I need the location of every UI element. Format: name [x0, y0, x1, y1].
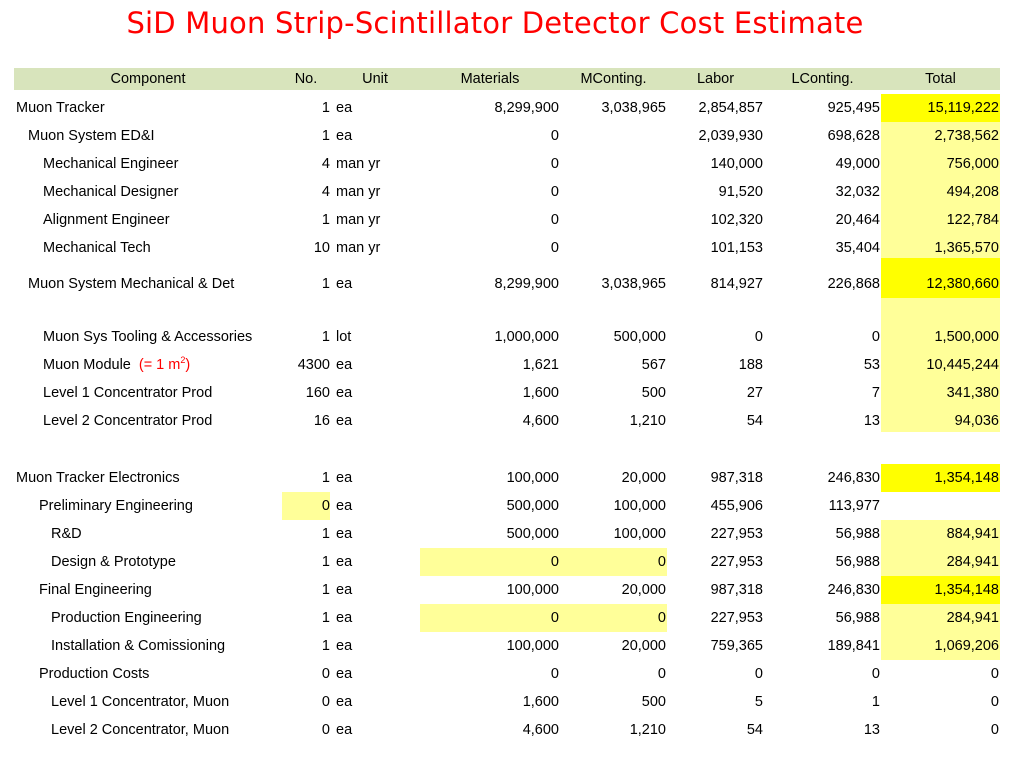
header-materials: Materials [460, 71, 520, 87]
cell-labor: 54 [746, 722, 763, 738]
cell-total: 1,069,206 [934, 638, 999, 654]
header-no: No. [294, 71, 318, 87]
cell-lconting: 113,977 [828, 498, 880, 514]
cell-component: Final Engineering [39, 582, 152, 598]
cell-no: 0 [321, 666, 330, 682]
cell-component: Design & Prototype [51, 554, 176, 570]
cell-no: 1 [321, 100, 330, 116]
cell-mconting: 500,000 [613, 329, 666, 345]
cell-component: Mechanical Designer [43, 184, 179, 200]
cell-component: Mechanical Engineer [43, 156, 179, 172]
cell-labor: 227,953 [710, 526, 763, 542]
cell-mconting: 500 [641, 385, 666, 401]
cell-mconting: 20,000 [621, 638, 666, 654]
cell-no: 0 [321, 498, 330, 514]
cell-unit: ea [336, 276, 353, 292]
cell-labor: 2,854,857 [698, 100, 763, 116]
cell-lconting: 925,495 [827, 100, 880, 116]
cell-mconting: 100,000 [613, 498, 666, 514]
cell-unit: ea [336, 357, 353, 373]
cell-mconting: 500 [641, 694, 666, 710]
cell-lconting: 0 [871, 666, 880, 682]
cell-no: 0 [321, 694, 330, 710]
cell-mconting: 1,210 [629, 722, 666, 738]
cell-labor: 2,039,930 [698, 128, 763, 144]
cell-materials: 0 [550, 128, 559, 144]
cell-no: 160 [305, 385, 330, 401]
cell-mconting: 20,000 [621, 582, 666, 598]
cell-total: 341,380 [946, 385, 999, 401]
cell-component: Level 1 Concentrator, Muon [51, 694, 230, 710]
cell-materials: 4,600 [522, 413, 559, 429]
cell-materials: 1,000,000 [494, 329, 559, 345]
cell-materials: 0 [550, 666, 559, 682]
cell-component: Muon Tracker Electronics [16, 470, 180, 486]
cell-no: 4 [321, 184, 330, 200]
cell-no: 1 [321, 582, 330, 598]
cell-no: 0 [321, 722, 330, 738]
cell-no: 1 [321, 329, 330, 345]
cell-no: 1 [321, 276, 330, 292]
cell-materials: 8,299,900 [494, 100, 559, 116]
header-unit: Unit [362, 71, 388, 87]
cell-lconting: 1 [871, 694, 880, 710]
cell-materials: 100,000 [506, 582, 559, 598]
cell-lconting: 20,464 [835, 212, 880, 228]
cell-mconting: 20,000 [621, 470, 666, 486]
cell-component: Production Engineering [51, 610, 202, 626]
cell-unit: ea [336, 666, 353, 682]
cell-labor: 101,153 [710, 240, 763, 256]
cell-lconting: 246,830 [827, 470, 880, 486]
cell-lconting: 7 [871, 385, 880, 401]
cell-materials: 1,600 [522, 694, 559, 710]
cell-materials: 0 [550, 212, 559, 228]
cell-no: 1 [321, 638, 330, 654]
header-labor: Labor [696, 71, 735, 87]
cell-unit: ea [336, 128, 353, 144]
cell-total: 284,941 [946, 554, 999, 570]
cell-total: 10,445,244 [926, 357, 999, 373]
cell-unit: man yr [336, 184, 381, 200]
cell-total: 1,354,148 [934, 470, 999, 486]
cell-unit: ea [336, 610, 353, 626]
cell-component: R&D [51, 526, 82, 542]
cell-total: 756,000 [946, 156, 999, 172]
cell-materials: 100,000 [506, 470, 559, 486]
cell-unit: lot [336, 329, 352, 345]
cell-labor: 188 [738, 357, 763, 373]
cell-component: Muon Sys Tooling & Accessories [43, 329, 253, 345]
cell-mconting: 1,210 [629, 413, 666, 429]
cell-materials: 4,600 [522, 722, 559, 738]
cell-unit: ea [336, 498, 353, 514]
cell-mconting: 0 [657, 666, 666, 682]
cell-no: 1 [321, 212, 330, 228]
cell-no: 1 [321, 526, 330, 542]
cell-component: Level 2 Concentrator Prod [43, 413, 213, 429]
cell-lconting: 56,988 [835, 554, 880, 570]
cell-total: 1,354,148 [934, 582, 999, 598]
cell-total: 2,738,562 [934, 128, 999, 144]
cell-mconting: 0 [657, 554, 666, 570]
cell-unit: man yr [336, 156, 381, 172]
cell-labor: 455,906 [710, 498, 763, 514]
cell-lconting: 53 [863, 357, 880, 373]
cell-component: Level 1 Concentrator Prod [43, 385, 213, 401]
cell-mconting: 100,000 [613, 526, 666, 542]
cell-component: Level 2 Concentrator, Muon [51, 722, 230, 738]
cell-lconting: 0 [871, 329, 880, 345]
cell-labor: 227,953 [710, 610, 763, 626]
cell-materials: 0 [550, 554, 559, 570]
cell-unit: ea [336, 413, 353, 429]
cell-materials: 0 [550, 240, 559, 256]
cell-labor: 0 [754, 329, 763, 345]
cell-total: 1,365,570 [934, 240, 999, 256]
cell-no: 1 [321, 128, 330, 144]
cell-total: 94,036 [954, 413, 999, 429]
cell-unit: ea [336, 582, 353, 598]
cell-total: 494,208 [946, 184, 999, 200]
header-total: Total [925, 71, 956, 87]
cell-mconting: 0 [657, 610, 666, 626]
cell-component: Muon Tracker [16, 100, 105, 116]
cell-materials: 0 [550, 610, 559, 626]
cell-no: 1 [321, 610, 330, 626]
cell-labor: 227,953 [710, 554, 763, 570]
cell-lconting: 698,628 [827, 128, 880, 144]
cell-total: 884,941 [946, 526, 999, 542]
cell-labor: 91,520 [718, 184, 763, 200]
cell-materials: 500,000 [506, 526, 559, 542]
cell-component: Muon System ED&I [28, 128, 155, 144]
cell-total: 12,380,660 [926, 276, 999, 292]
cell-no: 4 [321, 156, 330, 172]
cell-no: 10 [313, 240, 330, 256]
header-lconting: LConting. [791, 71, 854, 87]
cell-no: 4300 [297, 357, 330, 373]
cell-lconting: 13 [863, 722, 880, 738]
cell-materials: 1,600 [522, 385, 559, 401]
cell-component: Mechanical Tech [43, 240, 151, 256]
header-component: Component [110, 71, 186, 87]
cell-lconting: 13 [863, 413, 880, 429]
cell-unit: man yr [336, 212, 381, 228]
cell-labor: 140,000 [710, 156, 763, 172]
cell-unit: ea [336, 526, 353, 542]
cell-component: Muon Module (= 1 $m^2$) [43, 355, 191, 373]
cell-total: 1,500,000 [934, 329, 999, 345]
cell-total: 0 [990, 722, 999, 738]
cell-unit: ea [336, 470, 353, 486]
cell-unit: ea [336, 100, 353, 116]
cell-lconting: 189,841 [827, 638, 880, 654]
cell-materials: 100,000 [506, 638, 559, 654]
cell-labor: 27 [746, 385, 763, 401]
cell-materials: 8,299,900 [494, 276, 559, 292]
cell-lconting: 35,404 [835, 240, 880, 256]
cell-unit: man yr [336, 240, 381, 256]
cell-mconting: 3,038,965 [601, 276, 666, 292]
cell-labor: 759,365 [710, 638, 763, 654]
cell-lconting: 226,868 [827, 276, 880, 292]
cell-labor: 0 [754, 666, 763, 682]
cell-component: Alignment Engineer [43, 212, 170, 228]
cell-total: 284,941 [946, 610, 999, 626]
cell-labor: 102,320 [710, 212, 763, 228]
cell-lconting: 49,000 [835, 156, 880, 172]
cell-materials: 0 [550, 184, 559, 200]
page-title: SiD Muon Strip-Scintillator Detector Cost Estimate [126, 6, 864, 40]
cell-total: 0 [990, 694, 999, 710]
cell-unit: ea [336, 385, 353, 401]
cell-total: 122,784 [946, 212, 999, 228]
cell-component: Muon System Mechanical & Det [28, 276, 235, 292]
cell-component: Production Costs [39, 666, 150, 682]
cell-no: 16 [313, 413, 330, 429]
cell-lconting: 56,988 [835, 610, 880, 626]
cell-mconting: 567 [641, 357, 666, 373]
cell-total: 0 [990, 666, 999, 682]
cell-mconting: 3,038,965 [601, 100, 666, 116]
cell-no: 1 [321, 554, 330, 570]
cell-materials: 0 [550, 156, 559, 172]
cell-labor: 814,927 [710, 276, 763, 292]
cell-lconting: 56,988 [835, 526, 880, 542]
cell-labor: 987,318 [710, 582, 763, 598]
header-mconting: MConting. [580, 71, 647, 87]
cell-total: 15,119,222 [927, 100, 999, 116]
cell-materials: 500,000 [506, 498, 559, 514]
cell-component: Installation & Comissioning [51, 638, 226, 654]
cell-labor: 5 [754, 694, 763, 710]
cell-materials: 1,621 [522, 357, 559, 373]
cell-unit: ea [336, 638, 353, 654]
component-note: (= 1 $m^2$) [138, 355, 191, 373]
cell-component: Preliminary Engineering [39, 498, 193, 514]
cell-labor: 54 [746, 413, 763, 429]
cell-unit: ea [336, 694, 353, 710]
cell-lconting: 32,032 [835, 184, 880, 200]
cell-labor: 987,318 [710, 470, 763, 486]
cell-lconting: 246,830 [827, 582, 880, 598]
cell-unit: ea [336, 554, 353, 570]
cell-no: 1 [321, 470, 330, 486]
cell-unit: ea [336, 722, 353, 738]
